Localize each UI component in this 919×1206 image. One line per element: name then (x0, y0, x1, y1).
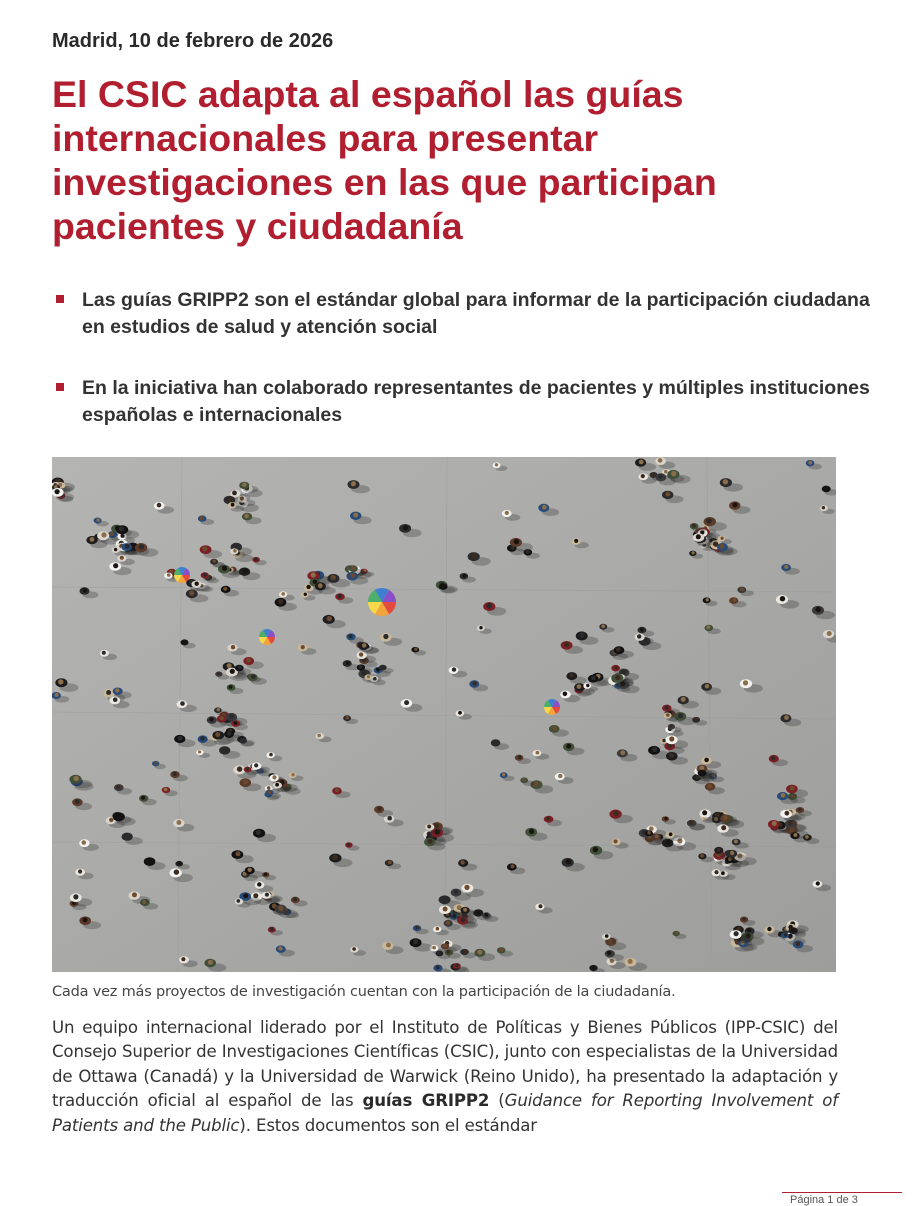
highlight-text: Las guías GRIPP2 son el estándar global para informar de la participación ciudadana en estudios de salud y atención social (82, 289, 870, 338)
square-bullet-icon (56, 295, 64, 303)
page-number: Página 1 de 3 (790, 1194, 858, 1206)
headline: El CSIC adapta al español las guías internacionales para presentar investigaciones en las que participan pacientes y ciudadanía (52, 73, 717, 247)
body-text-part: ). Estos documentos son el estándar (239, 1115, 537, 1135)
highlights-list (56, 287, 876, 429)
dateline: Madrid, 10 de febrero de 2026 (52, 30, 334, 52)
body-paragraph (52, 1016, 838, 1138)
highlight-text: En la iniciativa han colaborado representantes de pacientes y múltiples instituciones españolas e internacionales (82, 377, 870, 426)
body-text-bold: guías GRIPP2 (362, 1091, 490, 1111)
umbrella-shape (368, 588, 396, 616)
body-text-part: Un equipo internacional liderado por el Instituto de Políticas y Bienes Públicos (IPP-CSIC) del Consejo Superior de Investigaciones Científicas (CSIC), junto con especialistas de la Universidad de Ottawa (Canadá) y la Universidad de Warwick (Reino Unido), ha presentado la adaptación y traducción oficial al español de las (52, 1018, 838, 1111)
body-text-part: ( (489, 1091, 505, 1111)
highlight-item (56, 375, 876, 429)
umbrella-shape (259, 629, 275, 645)
highlight-item (56, 287, 876, 341)
crowd-aerial-photo (52, 457, 836, 972)
umbrella-shape (174, 567, 190, 583)
body-text-italic: Guidance for Reporting Involvement of Patients and the Public (52, 1091, 838, 1135)
umbrella-shape (544, 699, 560, 715)
footer-rule (782, 1192, 902, 1193)
square-bullet-icon (56, 383, 64, 391)
photo-caption: Cada vez más proyectos de investigación cuentan con la participación de la ciudadanía. (52, 984, 676, 1000)
